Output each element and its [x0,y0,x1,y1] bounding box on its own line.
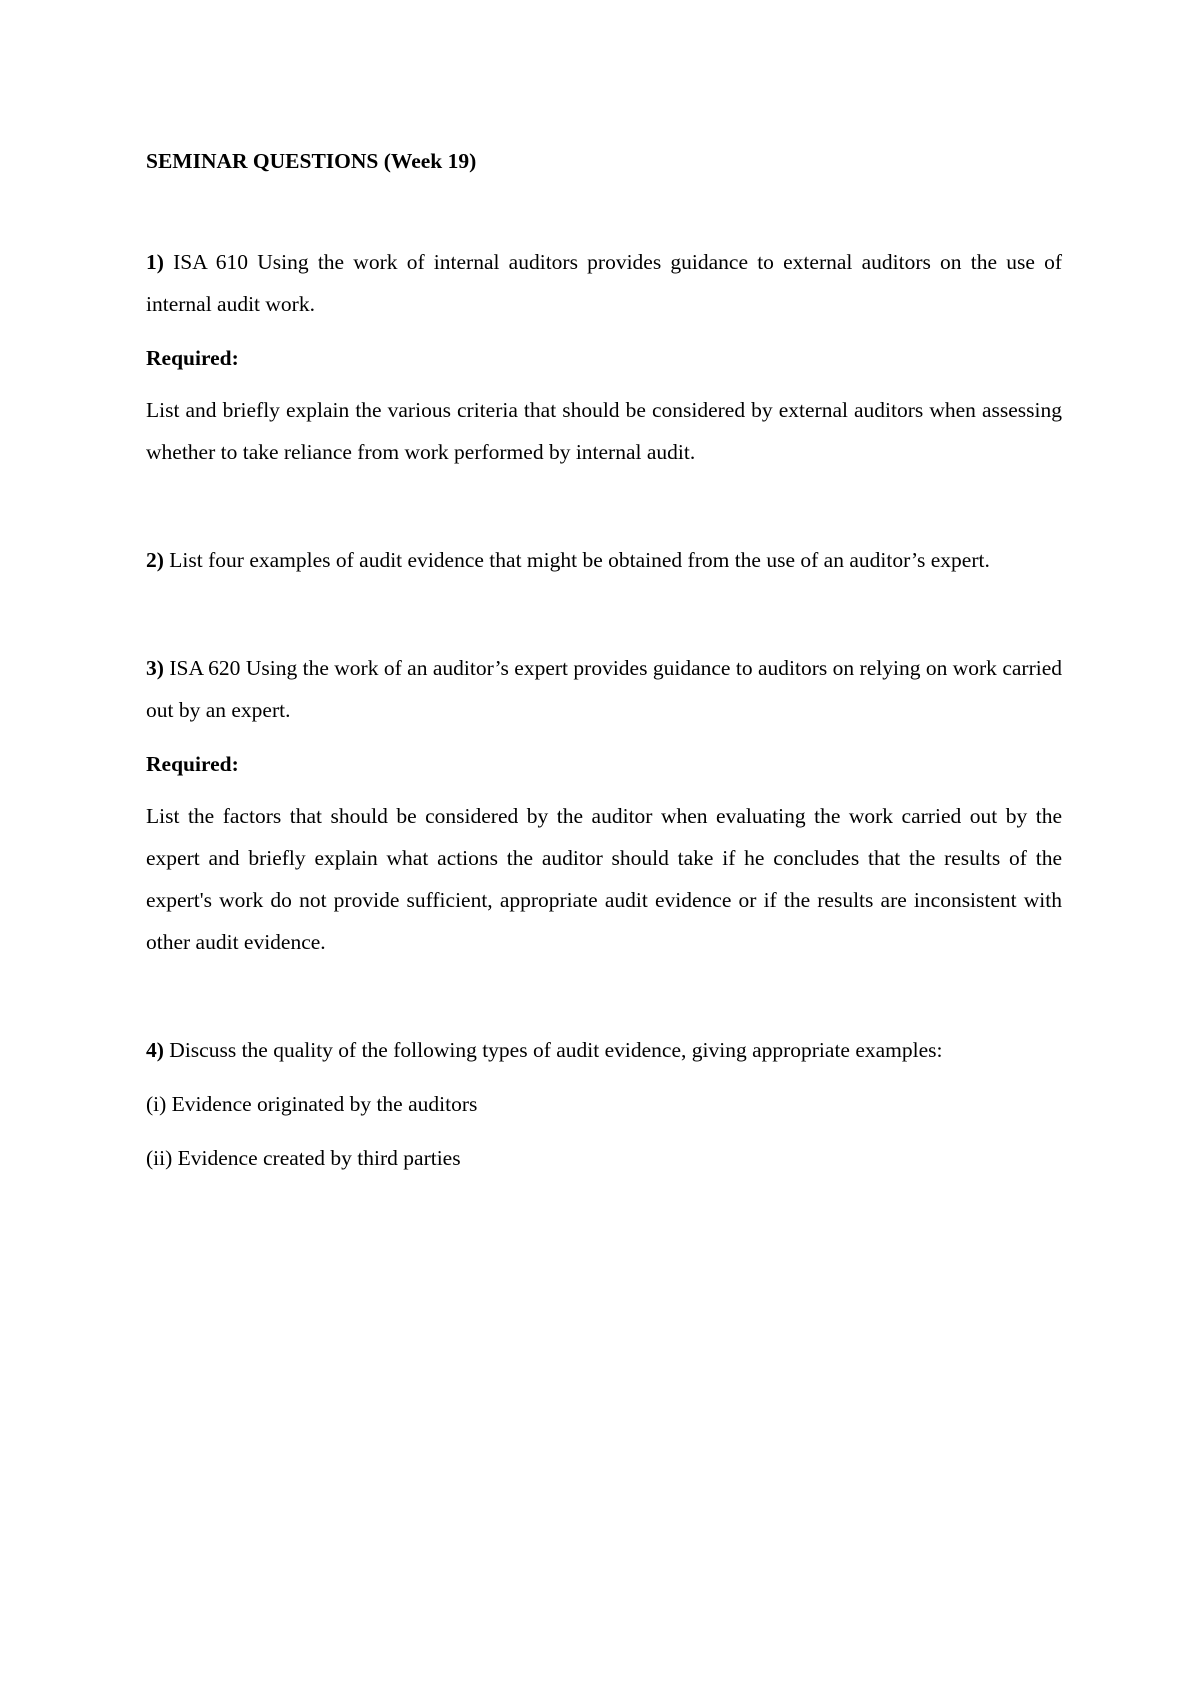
question-3-required-text: List the factors that should be considered by the auditor when evaluating the work carried out by the expert and briefly explain what actions the auditor should take if he concludes that the results of the expert's work do not provide sufficient, appropriate audit evidence or if the results are inconsistent with other audit evidence. [146,804,1062,954]
question-2-body: List four examples of audit evidence that might be obtained from the use of an auditor’s expert. [169,548,990,572]
page-title: SEMINAR QUESTIONS (Week 19) [146,149,477,173]
question-1-required-label: Required: [146,346,239,370]
question-1-text [146,241,1062,325]
question-4-number: 4) [146,1038,164,1062]
question-3-required-label: Required: [146,752,239,776]
question-4-text [146,1029,1062,1071]
question-1-number: 1) [146,250,164,274]
question-3-text [146,647,1062,731]
question-2-number: 2) [146,548,164,572]
question-1-required-text: List and briefly explain the various criteria that should be considered by external auditors when assessing whether to take reliance from work performed by internal audit. [146,398,1062,464]
question-4-body: Discuss the quality of the following types of audit evidence, giving appropriate examples: [169,1038,943,1062]
question-4-item-2: (ii) Evidence created by third parties [146,1146,461,1170]
question-2-text [146,539,1062,581]
question-3-number: 3) [146,656,164,680]
question-4-item-1: (i) Evidence originated by the auditors [146,1092,478,1116]
document-body [146,143,1062,1191]
question-1-body: ISA 610 Using the work of internal auditors provides guidance to external auditors on the use of internal audit work. [146,250,1063,316]
question-3-body: ISA 620 Using the work of an auditor’s expert provides guidance to auditors on relying on work carried out by an expert. [146,656,1063,722]
